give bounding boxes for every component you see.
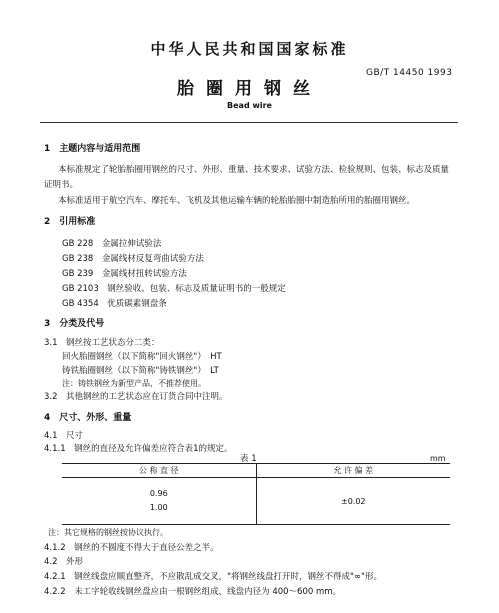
reference-item: GB 4354 优质碳素钢盘条 (62, 299, 167, 309)
diameter-value: 1.00 (149, 503, 168, 512)
english-title: Bead wire (227, 101, 272, 110)
section-1-paragraph-1: 本标准规定了轮胎胎圈用钢丝的尺寸、外形、重量、技术要求、试验方法、检验规则、包装、标志及质量 (58, 165, 450, 175)
clause-4-1: 4.1 尺寸 (44, 431, 84, 441)
document-title: 胎圈用钢丝 (177, 79, 322, 99)
table-header-row (62, 464, 450, 478)
reference-item: GB 228 金属拉伸试验法 (62, 239, 162, 249)
section-3-heading: 3 分类及代号 (44, 319, 105, 329)
header-tolerance: 允 许 偏 差 (256, 464, 450, 478)
clause-4-2-2: 4.2.2 未工字轮收线钢丝盘应由一根钢丝组成，线盘内径为 400～600 mm。 (44, 587, 342, 597)
reference-item: GB 2103 钢丝验收、包装、标志及质量证明书的一般规定 (62, 284, 286, 294)
table-row (62, 478, 450, 525)
clause-4-1-1: 4.1.1 钢丝的直径及允许偏差应符合表1的规定。 (44, 444, 233, 454)
section-3-note: 注：铸铁钢丝为新型产品，不推荐使用。 (62, 379, 206, 388)
clause-4-1-2: 4.1.2 钢丝的不圆度不得大于直径公差之半。 (44, 543, 219, 553)
section-1-paragraph-1-cont: 证明书。 (44, 180, 79, 190)
reference-item: GB 239 金属线材扭转试验方法 (62, 269, 187, 279)
clause-4-2: 4.2 外形 (44, 557, 84, 567)
diameter-tolerance-table (62, 463, 450, 525)
section-1-paragraph-2: 本标准适用于航空汽车、摩托车、飞机及其他运输车辆的轮胎胎圈中制造胎所用的胎圈用钢丝。 (58, 196, 416, 206)
clause-4-2-1: 4.2.1 钢丝线盘应顺直整齐，不应散乱成交叉，"将钢丝线盘打开时，钢丝不得成"∞"形。 (44, 572, 382, 582)
reference-item: GB 238 金属线材反复弯曲试验方法 (62, 254, 204, 264)
table-caption: 表 1 (240, 454, 257, 464)
header-nominal-diameter: 公 称 直 径 (62, 464, 256, 478)
diameter-cell (62, 478, 256, 525)
type-tempered: 回火胎圈钢丝（以下简称"回火钢丝"） HT (62, 352, 222, 362)
tolerance-cell: ±0.02 (256, 478, 450, 525)
diameter-value: 0.96 (149, 489, 168, 498)
header-divider (40, 122, 458, 123)
section-4-heading: 4 尺寸、外形、重量 (44, 413, 132, 423)
table-note: 注：其它规格的钢丝按协议执行。 (48, 528, 168, 537)
table-unit: mm (430, 454, 446, 463)
clause-3-1: 3.1 钢丝按工艺状态分二类： (44, 338, 160, 348)
section-2-heading: 2 引用标准 (44, 217, 96, 227)
section-1-heading: 1 主题内容与适用范围 (44, 144, 141, 154)
standard-name: 中华人民共和国国家标准 (150, 40, 349, 58)
standard-code: GB/T 14450 1993 (366, 68, 453, 78)
type-cast: 铸铁胎圈钢丝（以下简称"铸铁钢丝"） LT (62, 366, 219, 376)
clause-3-2: 3.2 其他钢丝的工艺状态应在订货合同中注明。 (44, 392, 228, 402)
